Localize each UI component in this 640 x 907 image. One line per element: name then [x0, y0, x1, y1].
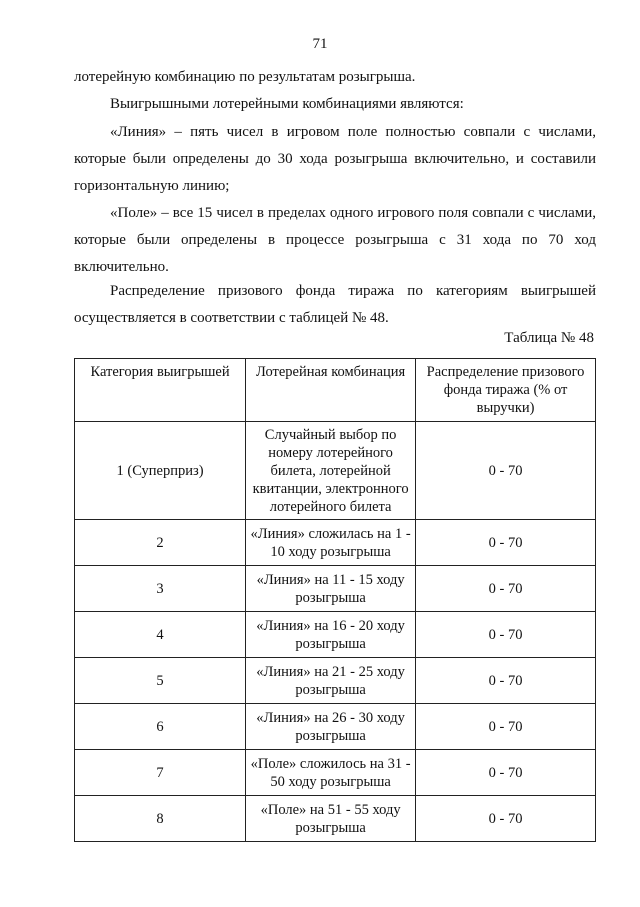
- header-distribution: Распределение призового фонда тиража (% от выручки): [416, 359, 596, 422]
- cell-distribution: 0 - 70: [416, 704, 596, 750]
- cell-category: 4: [75, 612, 246, 658]
- cell-distribution: 0 - 70: [416, 422, 596, 520]
- cell-category: 6: [75, 704, 246, 750]
- prize-distribution-table: [74, 358, 596, 842]
- table-row: [75, 704, 596, 750]
- cell-combination: «Поле» сложилось на 31 - 50 ходу розыгрыша: [246, 750, 416, 796]
- header-category: Категория выигрышей: [75, 359, 246, 422]
- cell-category: 8: [75, 796, 246, 842]
- cell-distribution: 0 - 70: [416, 658, 596, 704]
- cell-category: 1 (Суперприз): [75, 422, 246, 520]
- cell-combination: «Линия» сложилась на 1 - 10 ходу розыгрыша: [246, 520, 416, 566]
- cell-category: 5: [75, 658, 246, 704]
- paragraph-line-definition: «Линия» – пять чисел в игровом поле полностью совпали с числами, которые были определены до 30 хода розыгрыша включительно, и составили горизонтальную линию;: [74, 124, 596, 194]
- paragraph-continuation: лотерейную комбинацию по результатам розыгрыша.: [74, 69, 416, 85]
- cell-combination: Случайный выбор по номеру лотерейного билета, лотерейной квитанции, электронного лотерейного билета: [246, 422, 416, 520]
- cell-distribution: 0 - 70: [416, 612, 596, 658]
- table-row: [75, 520, 596, 566]
- table-row: [75, 566, 596, 612]
- paragraph-field-definition: «Поле» – все 15 чисел в пределах одного игрового поля совпали с числами, которые были определены в процессе розыгрыша с 31 хода по 70 ход включительно.: [74, 205, 596, 275]
- table-header-row: [75, 359, 596, 422]
- cell-category: 2: [75, 520, 246, 566]
- cell-distribution: 0 - 70: [416, 566, 596, 612]
- cell-distribution: 0 - 70: [416, 796, 596, 842]
- table-row: [75, 796, 596, 842]
- table-caption: Таблица № 48: [504, 330, 594, 346]
- cell-combination: «Линия» на 26 - 30 ходу розыгрыша: [246, 704, 416, 750]
- cell-combination: «Линия» на 16 - 20 ходу розыгрыша: [246, 612, 416, 658]
- cell-distribution: 0 - 70: [416, 750, 596, 796]
- cell-combination: «Линия» на 11 - 15 ходу розыгрыша: [246, 566, 416, 612]
- page-number: 71: [312, 36, 328, 52]
- table-row: [75, 422, 596, 520]
- cell-combination: «Линия» на 21 - 25 ходу розыгрыша: [246, 658, 416, 704]
- cell-combination: «Поле» на 51 - 55 ходу розыгрыша: [246, 796, 416, 842]
- table-row: [75, 750, 596, 796]
- cell-distribution: 0 - 70: [416, 520, 596, 566]
- table-row: [75, 612, 596, 658]
- header-combination: Лотерейная комбинация: [246, 359, 416, 422]
- paragraph-winning-combinations-intro: Выигрышными лотерейными комбинациями являются:: [110, 96, 464, 112]
- table-row: [75, 658, 596, 704]
- paragraph-prize-distribution: Распределение призового фонда тиража по категориям выигрышей осуществляется в соответствии с таблицей № 48.: [74, 283, 596, 326]
- cell-category: 3: [75, 566, 246, 612]
- cell-category: 7: [75, 750, 246, 796]
